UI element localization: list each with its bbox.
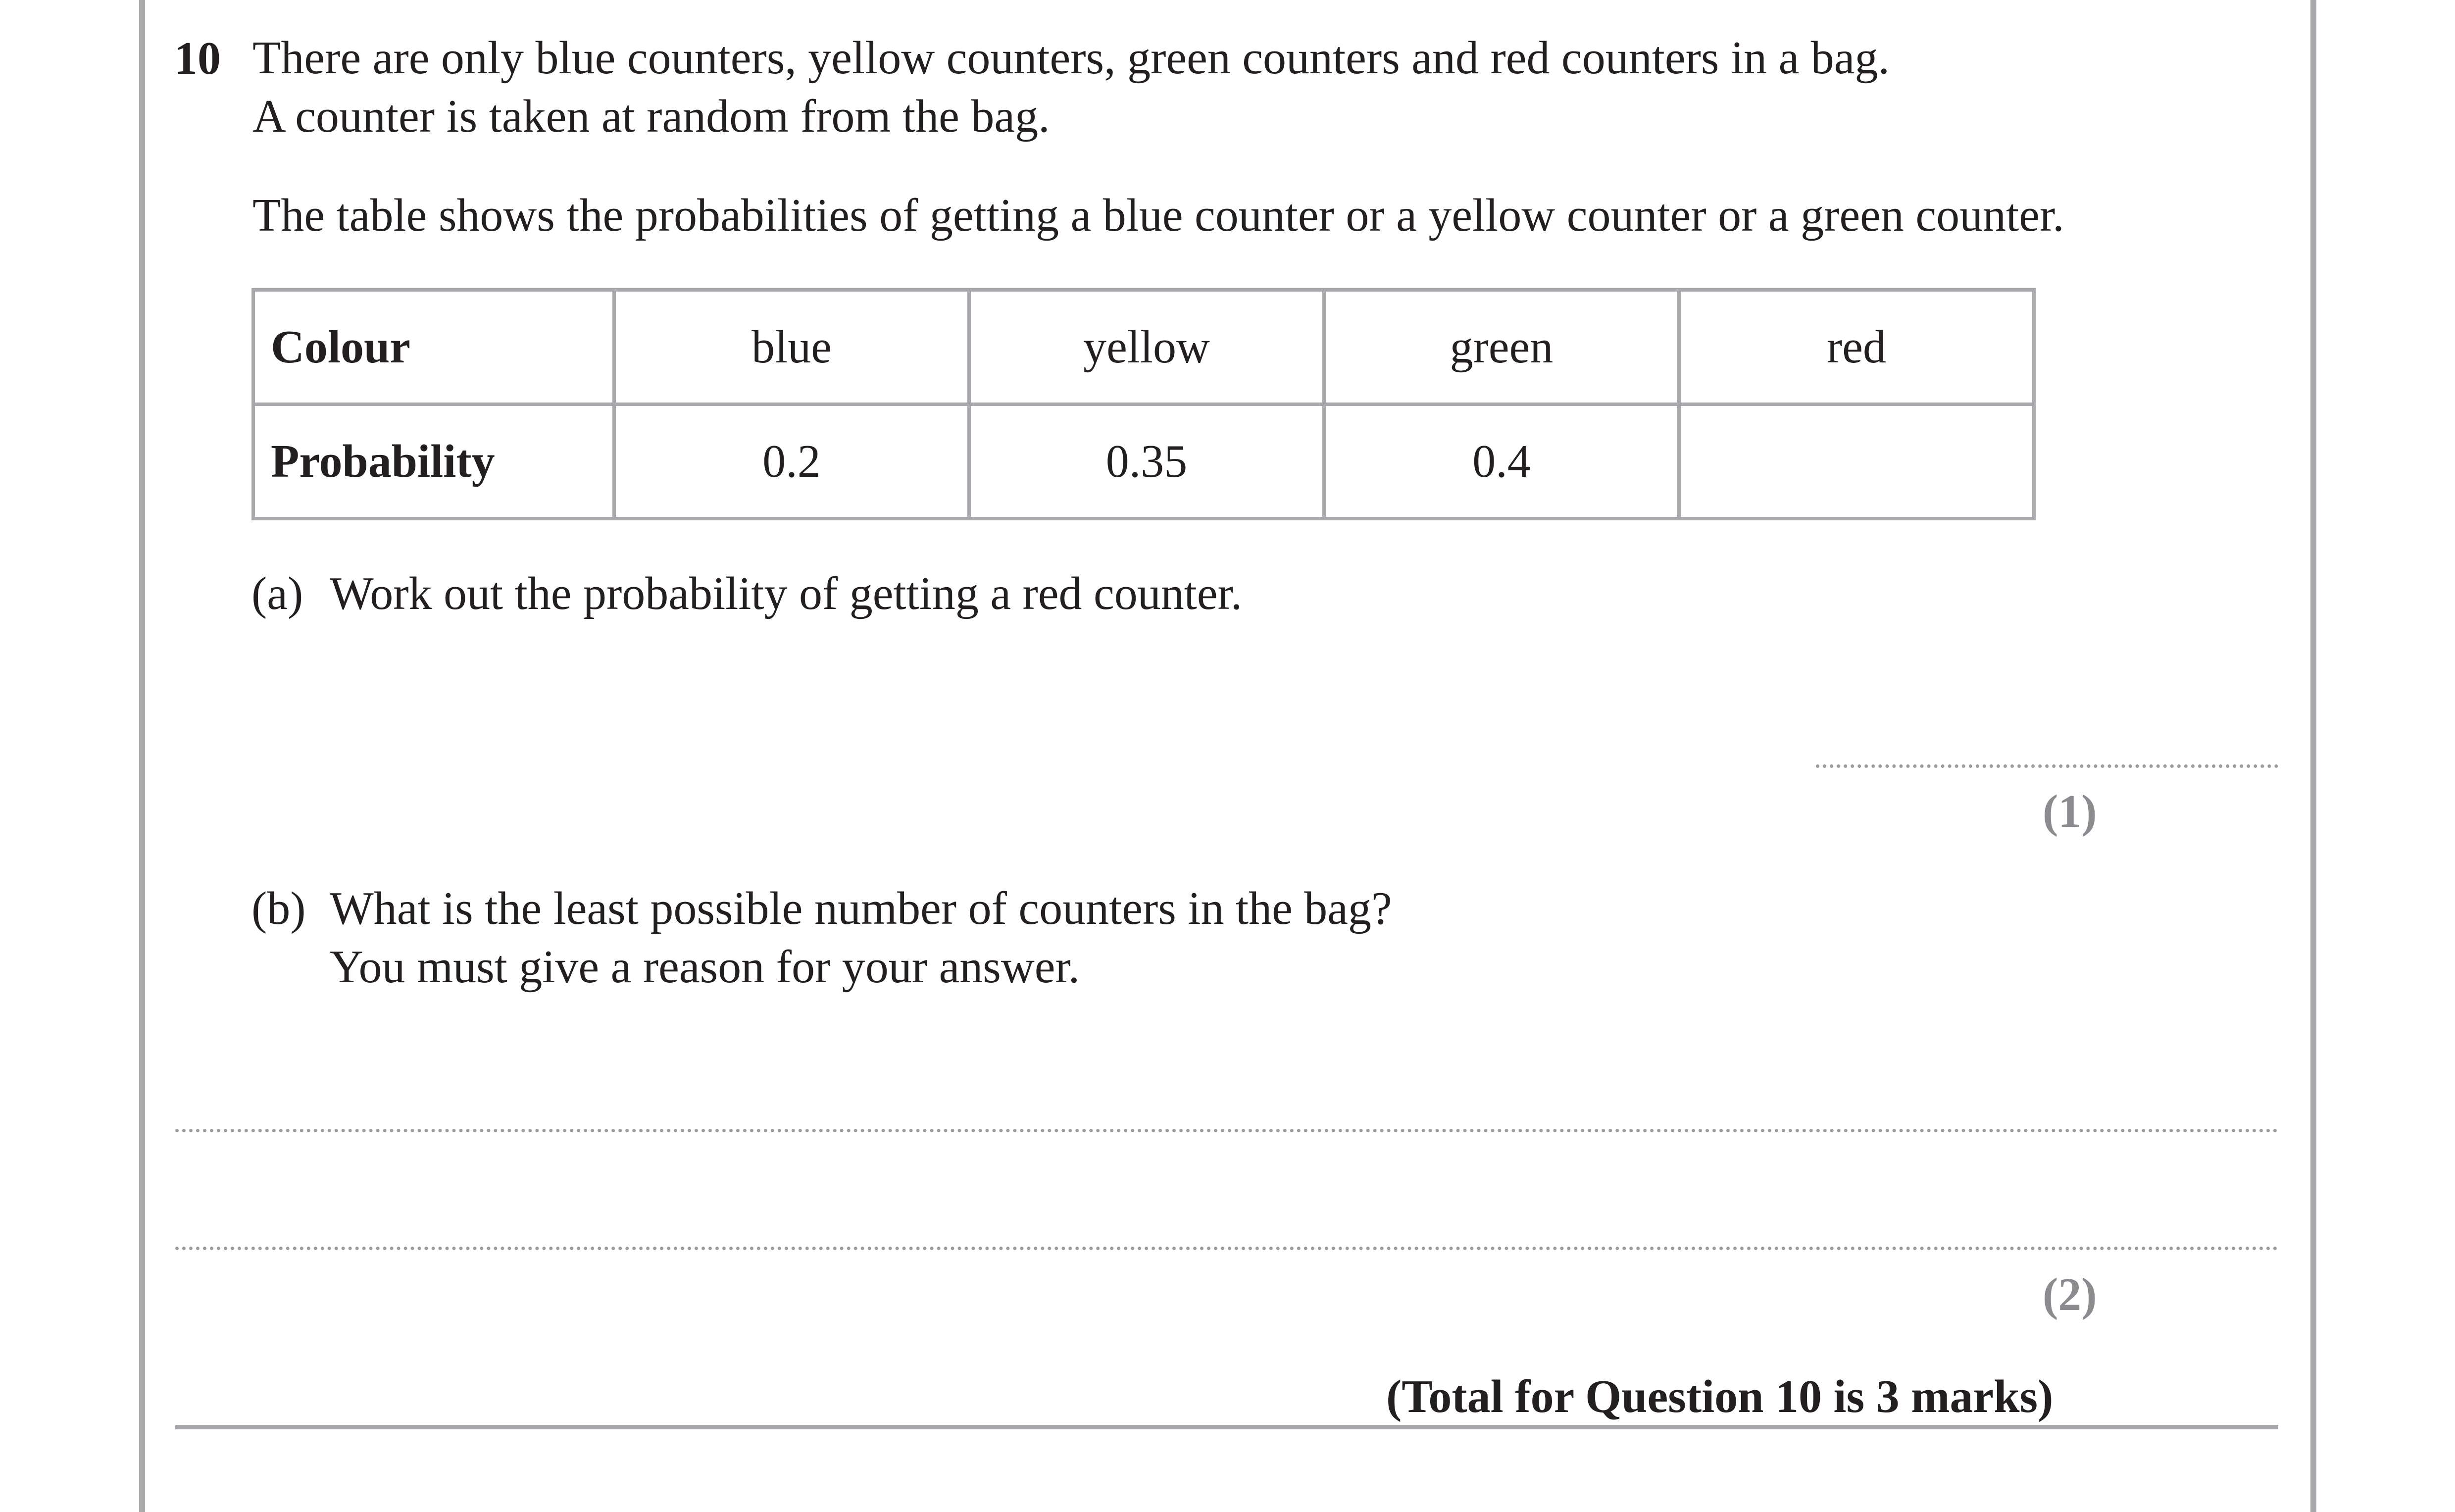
part-b-label: (b) <box>251 883 306 934</box>
right-margin-line <box>2310 0 2316 1512</box>
part-a-marks: (1) <box>2043 786 2097 837</box>
colour-row <box>253 290 2034 404</box>
part-b-question-line2: You must give a reason for your answer. <box>330 941 1080 993</box>
colour-header-cell: Colour <box>253 290 614 404</box>
part-a-answer-line[interactable] <box>1816 764 2278 768</box>
question-intro-line1: There are only blue counters, yellow counters, green counters and red counters in a bag. <box>252 32 1890 84</box>
question-end-rule <box>175 1425 2278 1429</box>
colour-cell-green: green <box>1324 290 1679 404</box>
part-b-question-line1: What is the least possible number of counters in the bag? <box>330 883 1392 934</box>
part-b-marks: (2) <box>2043 1269 2097 1320</box>
probability-cell-red <box>1679 404 2034 519</box>
question-total: (Total for Question 10 is 3 marks) <box>1386 1371 2054 1422</box>
question-number: 10 <box>174 33 221 84</box>
part-a-label: (a) <box>251 568 303 619</box>
left-margin-line <box>139 0 145 1512</box>
probability-cell-green: 0.4 <box>1324 404 1679 519</box>
part-b-answer-line-2[interactable] <box>175 1247 2278 1250</box>
colour-cell-yellow: yellow <box>969 290 1324 404</box>
probability-cell-blue: 0.2 <box>614 404 969 519</box>
probability-header-cell: Probability <box>253 404 614 519</box>
question-intro-line2: A counter is taken at random from the bag. <box>252 91 1050 142</box>
part-a-question: Work out the probability of getting a red counter. <box>330 568 1243 619</box>
part-b-answer-line-1[interactable] <box>175 1129 2278 1132</box>
probability-cell-yellow: 0.35 <box>969 404 1324 519</box>
probability-table <box>251 288 2036 520</box>
probability-row <box>253 404 2034 519</box>
colour-cell-red: red <box>1679 290 2034 404</box>
colour-cell-blue: blue <box>614 290 969 404</box>
question-intro-line3: The table shows the probabilities of getting a blue counter or a yellow counter or a green counter. <box>252 190 2064 241</box>
